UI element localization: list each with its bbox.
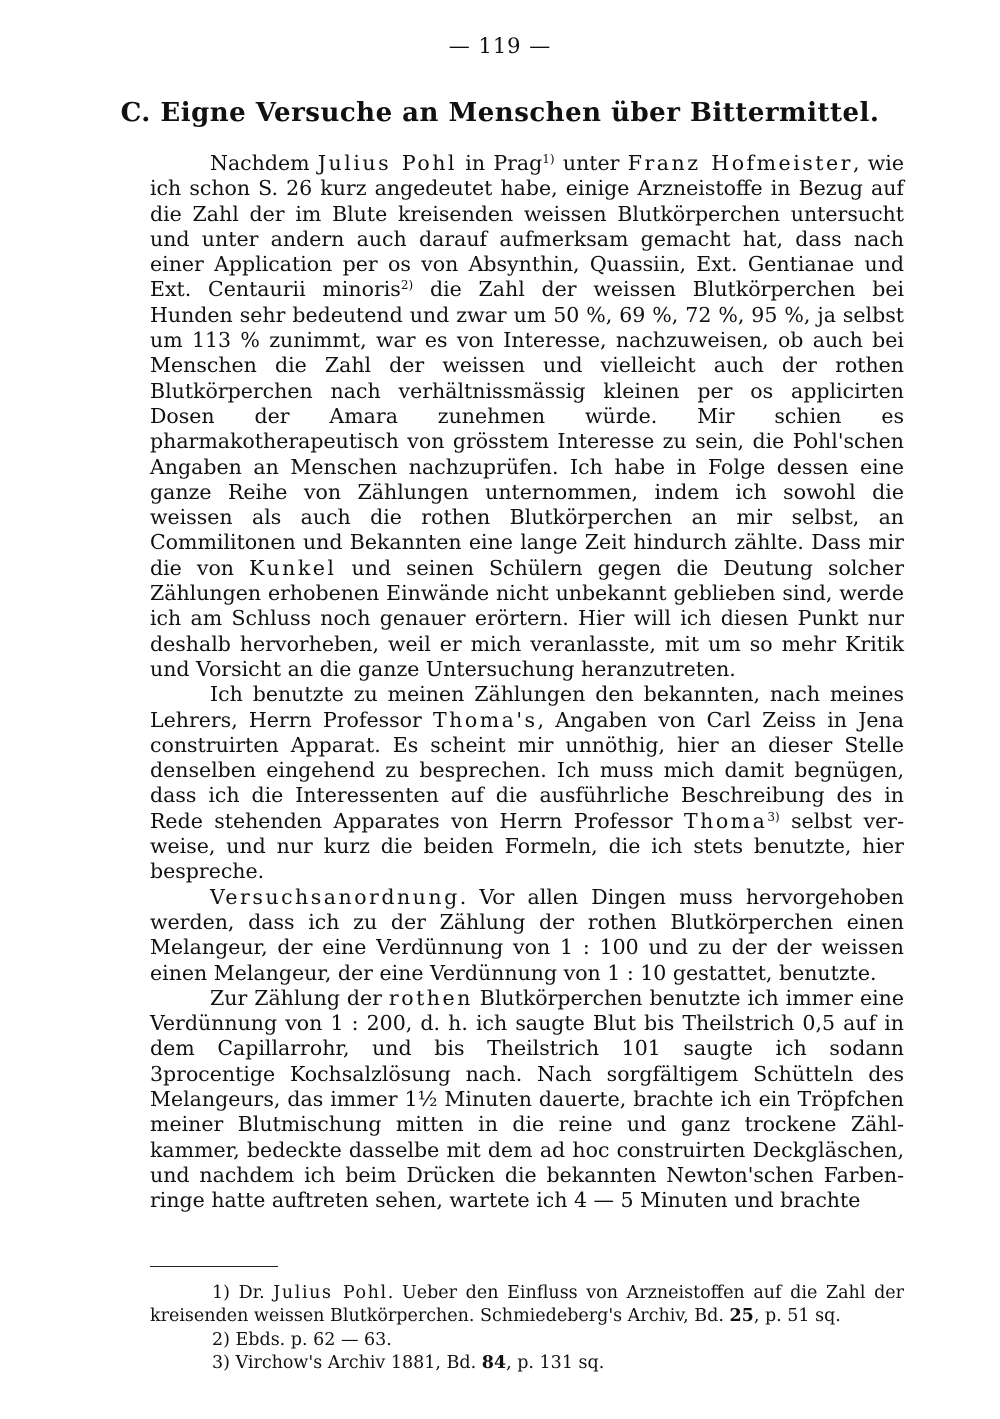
paragraph (150, 151, 904, 682)
footnote (150, 1282, 904, 1329)
page-number: — 119 — (448, 34, 552, 58)
text-run: 3) Virchow's Archiv 1881, Bd. (212, 1352, 482, 1373)
footnote (150, 1329, 904, 1352)
paragraph (150, 682, 904, 884)
footnote-marker: 1) (542, 152, 555, 166)
footnote-marker: 3) (767, 809, 780, 824)
paragraph (150, 885, 904, 986)
spaced-name: Versuchsanordnung (210, 884, 460, 909)
spaced-name: Kunkel (249, 555, 337, 580)
spaced-name: Thoma's (432, 707, 538, 732)
text-run: und seinen Schülern gegen die Deutung solcher Zählungen erhobenen Einwände nicht unbekannt geblieben sind, werde ich am Schluss noch genauer erörtern. Hier will ich diesen Punkt nur deshalb hervorheben, weil er mich veranlasste, mit um so mehr Kritik und Vorsicht an die ganze Untersuchung heranzutreten. (150, 555, 904, 681)
section-heading: C. Eigne Versuche an Menschen über Bittermittel. (120, 98, 880, 128)
footnote-marker: 2) (400, 278, 414, 293)
text-run: 1) Dr. (212, 1283, 274, 1303)
text-run: , p. 51 sq. (753, 1306, 841, 1327)
text-run: selbst verweise, und nur kurz die beiden Formeln, die ich stets benutzte, hier bespreche. (150, 808, 904, 884)
spaced-name: rothen (388, 985, 473, 1010)
text-run: , wie ich schon S. 26 kurz angedeutet habe, einige Arzneistoffe in Bezug auf die Zahl der im Blute kreisenden weissen Blutkörperchen untersucht und unter andern auch darauf aufmerksam gemacht hat, dass nach einer Application per os von Absynthin, Quassiin, Ext. Gentianae und Ext. Centaurii minoris (150, 151, 904, 302)
paragraph (150, 986, 904, 1214)
volume-number: 25 (729, 1306, 754, 1327)
spaced-name: Julius Pohl (317, 151, 457, 175)
footnote-rule (150, 1266, 278, 1267)
text-run: . Ueber den Einfluss von Arzneistoffen auf die Zahl der kreisenden weissen Blutkörperchen. Schmiedeberg's Archiv, Bd. (150, 1283, 904, 1327)
text-run: die Zahl der weissen Blutkörperchen bei Hunden sehr bedeutend und zwar um 50 %, 69 %, 72 %, 95 %, ja selbst um 113 % zunimmt, war es von Interesse, nachzuweisen, ob auch bei Menschen die Zahl der weissen und vielleicht auch der rothen Blutkörperchen nach verhältnissmässig kleinen per os applicirten Dosen der Amara zunehmen würde. Mir schien es pharmakotherapeutisch von grösstem Interesse zu sein, die Pohl'schen Angaben an Menschen nachzuprüfen. Ich habe in Folge dessen eine ganze Reihe von Zählungen unternommen, indem ich sowohl die weissen als auch die rothen Blutkörperchen an mir selbst, an Commilitonen und Bekannten eine lange Zeit hindurch zählte. Dass mir die von (150, 277, 905, 580)
text-run: , p. 131 sq. (506, 1352, 605, 1373)
text-run: , Angaben von Carl Zeiss in Jena construirten Apparat. Es scheint mir unnöthig, hier an dieser Stelle denselben eingehend zu besprechen. Ich muss mich damit begnügen, dass ich die Interessenten auf die ausführliche Beschreibung des in Rede stehenden Apparates von Herrn Professor (150, 707, 904, 833)
text-run: 2) Ebds. p. 62 — 63. (212, 1329, 392, 1350)
text-run: . Vor allen Dingen muss hervorgehoben werden, dass ich zu der Zählung der rothen Blutkörperchen einen Melangeur, der eine Verdünnung von 1 : 100 und zu der der weissen einen Melangeur, der eine Verdünnung von 1 : 10 gestattet, benutzte. (150, 884, 904, 985)
text-run: Zur Zählung der (210, 985, 389, 1010)
footnote (150, 1352, 904, 1375)
spaced-name: Franz Hofmeister (627, 151, 853, 175)
text-run: Nachdem (210, 151, 318, 175)
text-run: Ich benutzte zu meinen Zählungen den bekannten, nach meines Lehrers, Herrn Professor (150, 682, 904, 732)
text-run: Blutkörperchen benutzte ich immer eine Verdünnung von 1 : 200, d. h. ich saugte Blut bis Theilstrich 0,5 auf in dem Capillarrohr, und bis Theilstrich 101 saugte ich sodann 3procentige Kochsalzlösung nach. Nach sorgfältigem Schütteln des Melangeurs, das immer 1½ Minuten dauerte, brachte ich ein Tröpfchen meiner Blutmischung mitten in die reine und ganz trockene Zählkammer, bedeckte dasselbe mit dem ad hoc construirten Deckgläschen, und nachdem ich beim Drücken die bekannten Newton'schen Farbenringe hatte auftreten sehen, wartete ich 4 — 5 Minuten und brachte (150, 985, 904, 1213)
footnotes (150, 1282, 904, 1375)
spaced-name: Julius Pohl (273, 1283, 388, 1303)
text-run: in Prag (456, 151, 543, 175)
volume-number: 84 (481, 1352, 507, 1373)
spaced-name: Thoma (683, 808, 768, 833)
text-run: unter (554, 151, 628, 175)
body-text (150, 151, 904, 1213)
